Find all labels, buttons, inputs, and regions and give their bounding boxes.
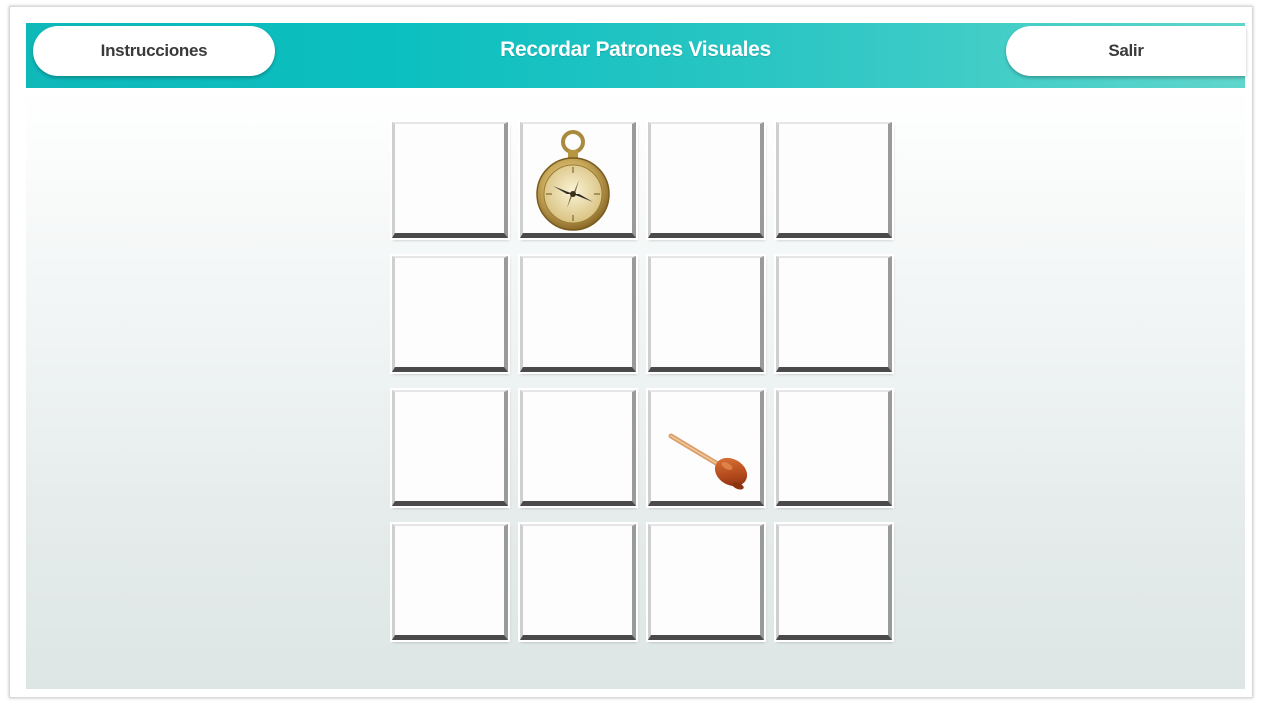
memory-tile-r2-c4[interactable]: [776, 256, 892, 372]
memory-tile-r4-c2[interactable]: [520, 524, 636, 640]
exit-button[interactable]: Salir: [1006, 26, 1246, 76]
memory-tile-r2-c3[interactable]: [648, 256, 764, 372]
page-title: Recordar Patrones Visuales: [500, 38, 771, 61]
memory-tile-r3-c2[interactable]: [520, 390, 636, 506]
memory-grid: [389, 120, 895, 650]
memory-tile-r2-c1[interactable]: [392, 256, 508, 372]
memory-tile-r1-c2[interactable]: [520, 122, 636, 238]
memory-tile-r3-c3[interactable]: [648, 390, 764, 506]
memory-tile-r3-c1[interactable]: [392, 390, 508, 506]
memory-tile-r2-c2[interactable]: [520, 256, 636, 372]
memory-tile-r1-c4[interactable]: [776, 122, 892, 238]
memory-tile-r4-c1[interactable]: [392, 524, 508, 640]
instructions-button[interactable]: Instrucciones: [33, 26, 275, 76]
memory-tile-r1-c1[interactable]: [392, 122, 508, 238]
memory-tile-r4-c3[interactable]: [648, 524, 764, 640]
memory-tile-r3-c4[interactable]: [776, 390, 892, 506]
memory-tile-r4-c4[interactable]: [776, 524, 892, 640]
memory-tile-r1-c3[interactable]: [648, 122, 764, 238]
